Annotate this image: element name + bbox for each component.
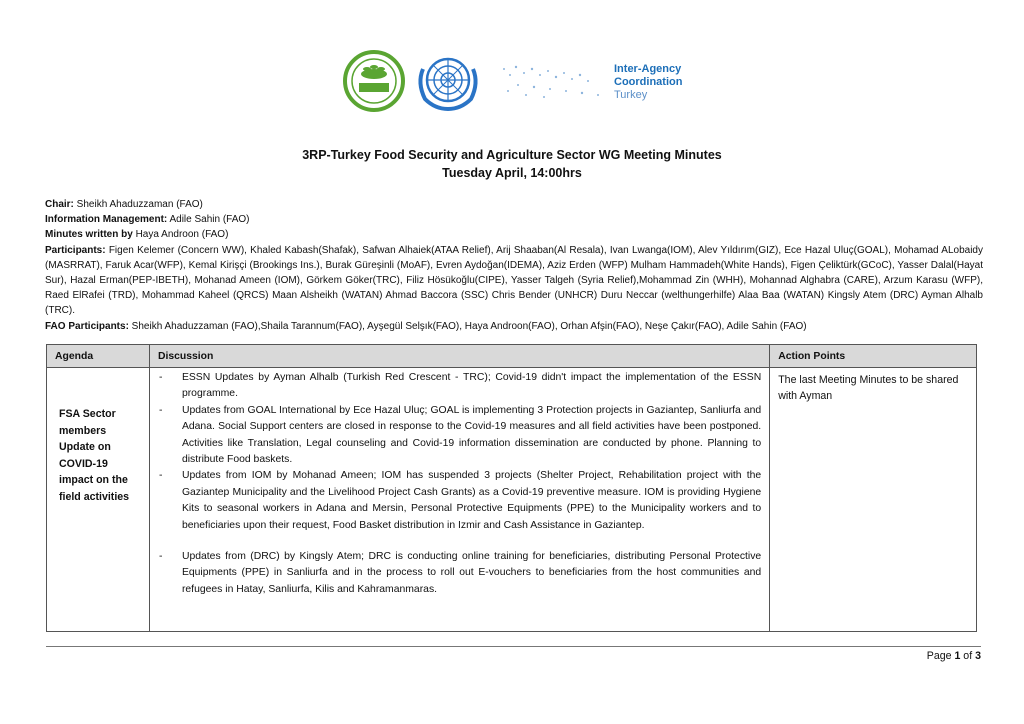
meeting-meta (45, 197, 983, 334)
page-total: 3 (975, 650, 981, 662)
list-item (156, 370, 761, 403)
iac-dots-graphic (498, 61, 610, 101)
participants-value: Figen Kelemer (Concern WW), Khaled Kabash(Shafak), Safwan Alhaiek(ATAA Relief), Arij Shaaban(Al Resala), Ivan Lwanga(IOM), Alev Yıldırım(GIZ), Ece Hazal Uluç(GOAL), Mohamad ALobaidy (MASRRAT), Faruk Acar(WFP), Kemal Kirişçi (Brookings Ins.), Burak Güreşinli (MoAF), Evren Aydoğan(IDEMA), Aziz Erden (WFP) Mulham Hammadeh(White Hands), Figen Çeliktürk(GCoC), Yasser Dalal(Hayat Sur), Hazal Erman(PEP-IBETH), Mohanad Ameen (IOM), Görkem Göker(TRC), Filiz Hösükoğlu(CIPE), Yasser Talgeh (Syria Relief),Mohammad Zin (WHH), Mohannad Alghabra (CARE), Arzum Karasu (WFP), Raed ElRafei (TRD), Mohammad Kaheel (QRCS) Maan Alsheikh (WATAN) Ahmad Baccora (SSC) Chris Bender (UNHCR) Duru Neccar (welthungerhilfe) Alaa Baa (WATAN) Kingsly Atem (DRC) Ayman Alhalb (TRC). (45, 244, 983, 317)
chair-label: Chair: (45, 199, 74, 210)
chair-value: Sheikh Ahaduzzaman (FAO) (73, 199, 203, 210)
list-item (156, 403, 761, 469)
header-discussion: Discussion (149, 345, 769, 368)
im-value: Adile Sahin (FAO) (167, 214, 250, 226)
footer-divider (46, 646, 981, 647)
action-points-cell: The last Meeting Minutes to be shared with Ayman (770, 368, 977, 632)
list-item (156, 549, 761, 598)
title-line-2: Tuesday April, 14:00hrs (442, 166, 582, 180)
dash-bullet: - (158, 404, 163, 416)
discussion-cell (149, 368, 769, 632)
discussion-item-goal: Updates from GOAL International by Ece Hazal Uluç; GOAL is implementing 3 Protection projects in Gaziantep, Sanliurfa and Adana. Social Support centers are closed in response to the Covid-19 measures and all field activities have been postponed. Activities like Translation, Legal counseling and Covid-19 information dissemination are conducted by phone. Planning to distribute Food baskets. (181, 404, 762, 466)
page-of: of (960, 650, 976, 662)
discussion-item-essn: ESSN Updates by Ayman Alhalb (Turkish Red Crescent - TRC); Covid-19 didn't impact the implementation of the ESSN programme. (181, 372, 762, 400)
fao-participants-label: FAO Participants: (45, 320, 129, 332)
table-row (47, 368, 977, 632)
minutes-label: Minutes written by (45, 229, 133, 241)
discussion-item-drc: Updates from (DRC) by Kingsly Atem; DRC is conducting online training for beneficiaries, distributing Personal Protective Equipments (PPE) in Sanliurfa and in the process to roll out E-vouchers to beneficiaries from the host communities and refugees in Hatay, Sanliurfa, Kilis and Kahramanmaras. (181, 551, 762, 595)
inter-agency-coordination-logo (498, 57, 698, 107)
header-action-points: Action Points (770, 345, 977, 368)
iac-line-1: Inter-Agency (614, 63, 682, 75)
discussion-item-iom: Updates from IOM by Mohanad Ameen; IOM has suspended 3 projects (Shelter Project, Rehabilitation project with the Gaziantep Municipality and the Livelihood Project Cash Grants) as a Covid-19 preventive measure. IOM is providing Hygiene Kits to seasonal workers in Adana and Mersin, Personal Protective Equipments (PPE) to the Municipality workers and to beneficiaries upon their request, Food Basket distribution in Izmir and Cash Assistance in Gaziantep. (181, 470, 762, 531)
agenda-table (46, 344, 977, 632)
title-line-1: 3RP-Turkey Food Security and Agriculture Sector WG Meeting Minutes (302, 148, 722, 162)
fao-participants-value: Sheikh Ahaduzzaman (FAO),Shaila Tarannum(FAO), Ayşegül Selşık(FAO), Haya Androon(FAO), Orhan Afşin(FAO), Neşe Çakır(FAO), Adile Sahin (FAO) (128, 320, 807, 332)
minutes-writer-line (45, 227, 983, 242)
agenda-cell: FSA Sector members Update on COVID-19 impact on the field activities (47, 368, 150, 632)
header-agenda: Agenda (47, 345, 150, 368)
header-logos (0, 49, 1024, 115)
im-label: Information Management: (45, 214, 168, 226)
page-prefix: Page (926, 650, 955, 662)
document-title (0, 146, 1024, 182)
list-item (156, 468, 761, 534)
dash-bullet: - (158, 372, 163, 383)
page-number (927, 650, 981, 662)
participants-line (45, 243, 983, 319)
participants-label: Participants: (45, 244, 106, 256)
un-emblem (413, 49, 483, 113)
information-management-line (45, 212, 983, 227)
dash-bullet: - (158, 551, 163, 563)
fao-participants-line (45, 319, 983, 334)
iac-line-3: Turkey (614, 89, 648, 101)
table-header-row (47, 345, 977, 368)
fao-logo (343, 50, 405, 112)
dash-bullet: - (158, 470, 163, 482)
iac-line-2: Coordination (614, 76, 683, 88)
page-current: 1 (954, 650, 961, 662)
minutes-value: Haya Androon (FAO) (132, 229, 229, 241)
chair-line (45, 197, 983, 212)
discussion-list (156, 370, 761, 598)
